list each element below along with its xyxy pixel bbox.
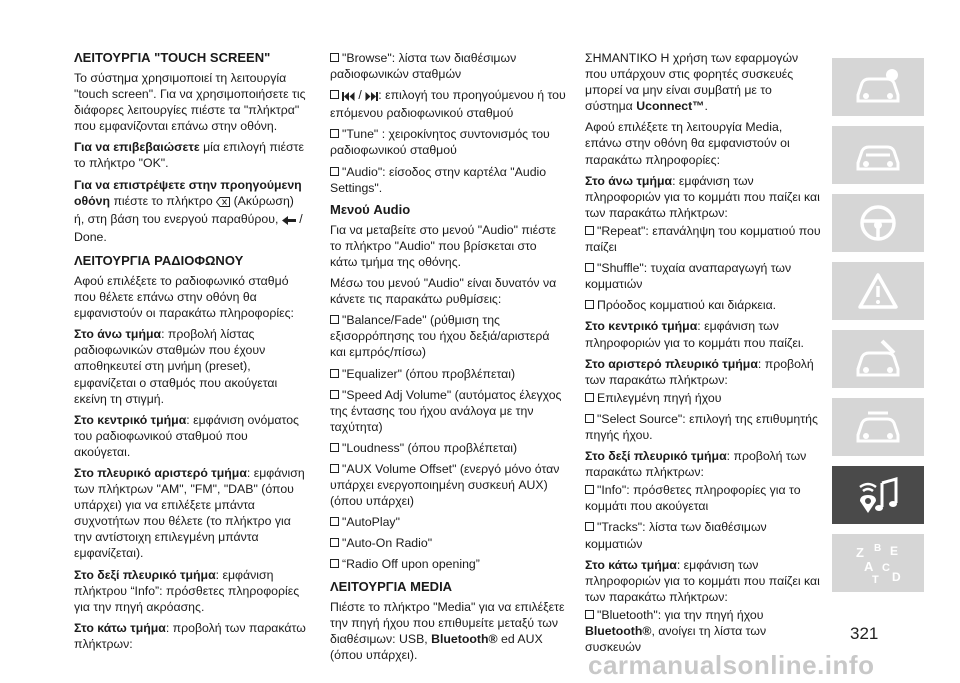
index-letter: E: [890, 544, 899, 558]
skip-previous-icon: [342, 89, 355, 105]
tab-alphabet-index[interactable]: [832, 534, 924, 592]
checkbox-square-icon: [585, 522, 594, 531]
index-letter: T: [872, 574, 879, 585]
checkbox-square-icon: [330, 517, 339, 526]
list-item: "Loudness" (όπου προβλέπεται): [330, 440, 566, 456]
paragraph-center: Στο κεντρικό τμήμα: εμφάνιση των πληροφοριών για το κομμάτι που παίζει.: [585, 319, 804, 350]
checkbox-square-icon: [330, 559, 339, 568]
car-specs-icon: [852, 405, 904, 449]
car-info-icon: [852, 65, 904, 109]
list-item: "AutoPlay": [330, 514, 566, 530]
steering-wheel-icon: [852, 201, 904, 245]
column-2: [330, 50, 566, 668]
list-item: "Auto-On Radio": [330, 535, 566, 551]
paragraph-back: Για να επιστρέψετε στην προηγούμενη οθόνη πιέστε το πλήκτρο (Ακύρωση) ή, στη βάση του ενεργού παραθύρου, / Done.: [74, 177, 303, 244]
column-3: [585, 50, 821, 660]
list-item: “Radio Off upon opening”: [330, 556, 566, 572]
index-letter: D: [892, 570, 901, 584]
paragraph-media-info: Αφού επιλέξετε τη λειτουργία Media, επάνω στην οθόνη θα εμφανιστούν οι παρακάτω πληροφορίες:: [585, 120, 790, 167]
multimedia-icon: [852, 473, 904, 517]
paragraph-left: Στο αριστερό πλευρικό τμήμα: προβολή των παρακάτω πλήκτρων:: [585, 356, 814, 387]
checkbox-square-icon: [330, 167, 339, 176]
warning-triangle-icon: [852, 269, 904, 313]
car-lights-icon: [852, 133, 904, 177]
paragraph-top: Στο άνω τμήμα: εμφάνιση των πληροφοριών για το κομμάτι που παίζει και των παρακάτω πλήκτρων:: [585, 173, 820, 220]
checkbox-square-icon: [585, 393, 594, 402]
alphabet-index-icon: [852, 541, 904, 585]
list-item: "Audio": είσοδος στην καρτέλα "Audio Settings".: [330, 164, 547, 195]
column-1: [74, 50, 306, 657]
paragraph-right: Στο δεξί πλευρικό τμήμα: προβολή των παρακάτω πλήκτρων:: [585, 449, 807, 480]
paragraph-audio-2: Μέσω του μενού "Audio" είναι δυνατόν να κάνετε τις παρακάτω ρυθμίσεις:: [330, 276, 557, 307]
list-item: "Tune" : χειροκίνητος συντονισμός του ραδιοφωνικού σταθμού: [330, 127, 550, 158]
list-item: Επιλεγμένη πηγή ήχου: [585, 390, 821, 406]
car-tools-icon: [852, 337, 904, 381]
heading-media: ΛΕΙΤΟΥΡΓΙΑ MEDIA: [330, 578, 453, 594]
tab-car-lights[interactable]: [832, 126, 924, 184]
footer-watermark: carmanualsonline.info: [588, 650, 875, 680]
checkbox-square-icon: [330, 390, 339, 399]
heading-radio: ΛΕΙΤΟΥΡΓΙΑ ΡΑΔΙΟΦΩΝΟΥ: [74, 252, 244, 268]
paragraph-radio: Αφού επιλέξετε το ραδιοφωνικό σταθμό που θέλετε επάνω στην οθόνη θα εμφανιστούν οι παρακάτω πληροφορίες:: [74, 273, 294, 321]
checkbox-square-icon: [330, 443, 339, 452]
paragraph-bottom: Στο κάτω τμήμα: εμφάνιση των πληροφοριών για το κομμάτι που παίζει και των παρακάτω πλήκτρων:: [585, 557, 820, 604]
paragraph-bottom: Στο κάτω τμήμα: προβολή των παρακάτω πλήκτρων:: [74, 620, 306, 651]
paragraph-audio-1: Για να μεταβείτε στο μενού "Audio" πιέστε το πλήκτρο "Audio" που βρίσκεται στο κάτω τμήμα της οθόνης.: [330, 222, 557, 269]
page-number: 321: [850, 624, 879, 643]
list-item: "Browse": λίστα των διαθέσιμων ραδιοφωνικών σταθμών: [330, 51, 517, 82]
tab-car-specs[interactable]: [832, 398, 924, 456]
paragraph-right: Στο δεξί πλευρικό τμήμα: εμφάνιση πλήκτρου “Info”: πρόσθετες πληροφορίες για την πηγή ακρόασης.: [74, 567, 300, 614]
tab-steering[interactable]: [832, 194, 924, 252]
checkbox-square-icon: [330, 538, 339, 547]
checkbox-square-icon: [585, 485, 594, 494]
paragraph-top: Στο άνω τμήμα: προβολή λίστας ραδιοφωνικών σταθμών που έχουν αποθηκευτεί στη μνήμη (preset), εμφανίζεται ο σταθμός που ακούγεται εκείνη τη στιγμή.: [74, 327, 278, 406]
list-item: "AUX Volume Offset" (ενεργό μόνο όταν υπάρχει ενεργοποιημένη συσκευή AUX) (όπου υπάρχει): [330, 461, 560, 509]
list-item: "Repeat": επανάληψη του κομματιού που παίζει: [585, 223, 821, 255]
index-letter: A: [864, 559, 874, 574]
heading-audio-menu: Μενού Audio: [330, 201, 411, 217]
checkbox-square-icon: [330, 464, 339, 473]
paragraph-center: Στο κεντρικό τμήμα: εμφάνιση ονόματος του ραδιοφωνικού σταθμού που ακούγεται.: [74, 412, 299, 459]
checkbox-square-icon: [585, 300, 594, 309]
backspace-icon: [216, 195, 230, 211]
heading-touch-screen: ΛΕΙΤΟΥΡΓΙΑ "TOUCH SCREEN": [74, 50, 271, 65]
skip-next-icon: [365, 89, 378, 105]
chapter-tabs: [832, 58, 924, 602]
index-letter: B: [874, 543, 882, 554]
checkbox-square-icon: [330, 129, 339, 138]
checkbox-square-icon: [330, 53, 339, 62]
list-item: "Speed Adj Volume" (αυτόματος έλεγχος της έντασης του ήχου ανάλογα με την ταχύτητα): [330, 387, 562, 434]
list-item: "Equalizer" (όπου προβλέπεται): [330, 366, 566, 382]
list-item: "Balance/Fade" (ρύθμιση της εξισορρόπησης του ήχου δεξιά/αριστερά και εμπρός/πίσω): [330, 313, 550, 360]
checkbox-square-icon: [585, 610, 594, 619]
tab-multimedia[interactable]: [832, 466, 924, 524]
checkbox-square-icon: [330, 315, 339, 324]
checkbox-square-icon: [585, 263, 594, 272]
checkbox-square-icon: [585, 226, 594, 235]
checkbox-square-icon: [585, 414, 594, 423]
list-item: "Bluetooth": για την πηγή ήχου Bluetooth®, ανοίγει τη λίστα των συσκευών: [585, 607, 767, 655]
paragraph-left: Στο πλευρικό αριστερό τμήμα: εμφάνιση των πλήκτρων "AM", "FM", "DAB" (όπου υπάρχει) για να επιλέξετε μπάντα συχνοτήτων που θέλετε (το πλήκτρο για την αντίστοιχη επιλεγμένη μπάντα εμφανίζεται).: [74, 465, 305, 561]
paragraph-touch: Το σύστημα χρησιμοποιεί τη λειτουργία "touch screen". Για να χρησιμοποιήσετε τις διάφορες λειτουργίες πιέστε τα "πλήκτρα" που εμφανίζονται επάνω στην οθόνη.: [74, 71, 306, 134]
paragraph-confirm: Για να επιβεβαιώσετε μία επιλογή πιέστε το πλήκτρο "OK".: [74, 140, 304, 171]
checkbox-square-icon: [330, 369, 339, 378]
checkbox-square-icon: [330, 90, 339, 99]
tab-car-tools[interactable]: [832, 330, 924, 388]
list-item-seek: / : επιλογή του προηγούμενου ή του επόμενου ραδιοφωνικού σταθμού: [330, 88, 566, 121]
tab-car-info[interactable]: [832, 58, 924, 116]
paragraph-important: ΣΗΜΑΝΤΙΚΟ Η χρήση των εφαρμογών που υπάρχουν στις φορητές συσκευές μπορεί να μην είναι συμβατή με το σύστημα Uconnect™.: [585, 51, 799, 114]
index-letter: C: [882, 562, 890, 574]
index-letter: Z: [856, 545, 864, 560]
list-item: "Shuffle": τυχαία αναπαραγωγή των κομματιών: [585, 261, 792, 292]
list-item: "Select Source": επιλογή της επιθυμητής πηγής ήχου.: [585, 411, 818, 442]
back-arrow-icon: [282, 213, 296, 229]
list-item: "Tracks": λίστα των διαθέσιμων κομματιών: [585, 520, 767, 551]
list-item: Πρόοδος κομματιού και διάρκεια.: [585, 297, 821, 313]
list-item: "Info": πρόσθετες πληροφορίες για το κομμάτι που ακούγεται: [585, 483, 801, 514]
tab-warning[interactable]: [832, 262, 924, 320]
paragraph-media: Πιέστε το πλήκτρο "Media" για να επιλέξετε την πηγή ήχου που επιθυμείτε μεταξύ των διαθέσιμων: USB, Bluetooth® ed AUX (όπου υπάρχει).: [330, 599, 565, 662]
